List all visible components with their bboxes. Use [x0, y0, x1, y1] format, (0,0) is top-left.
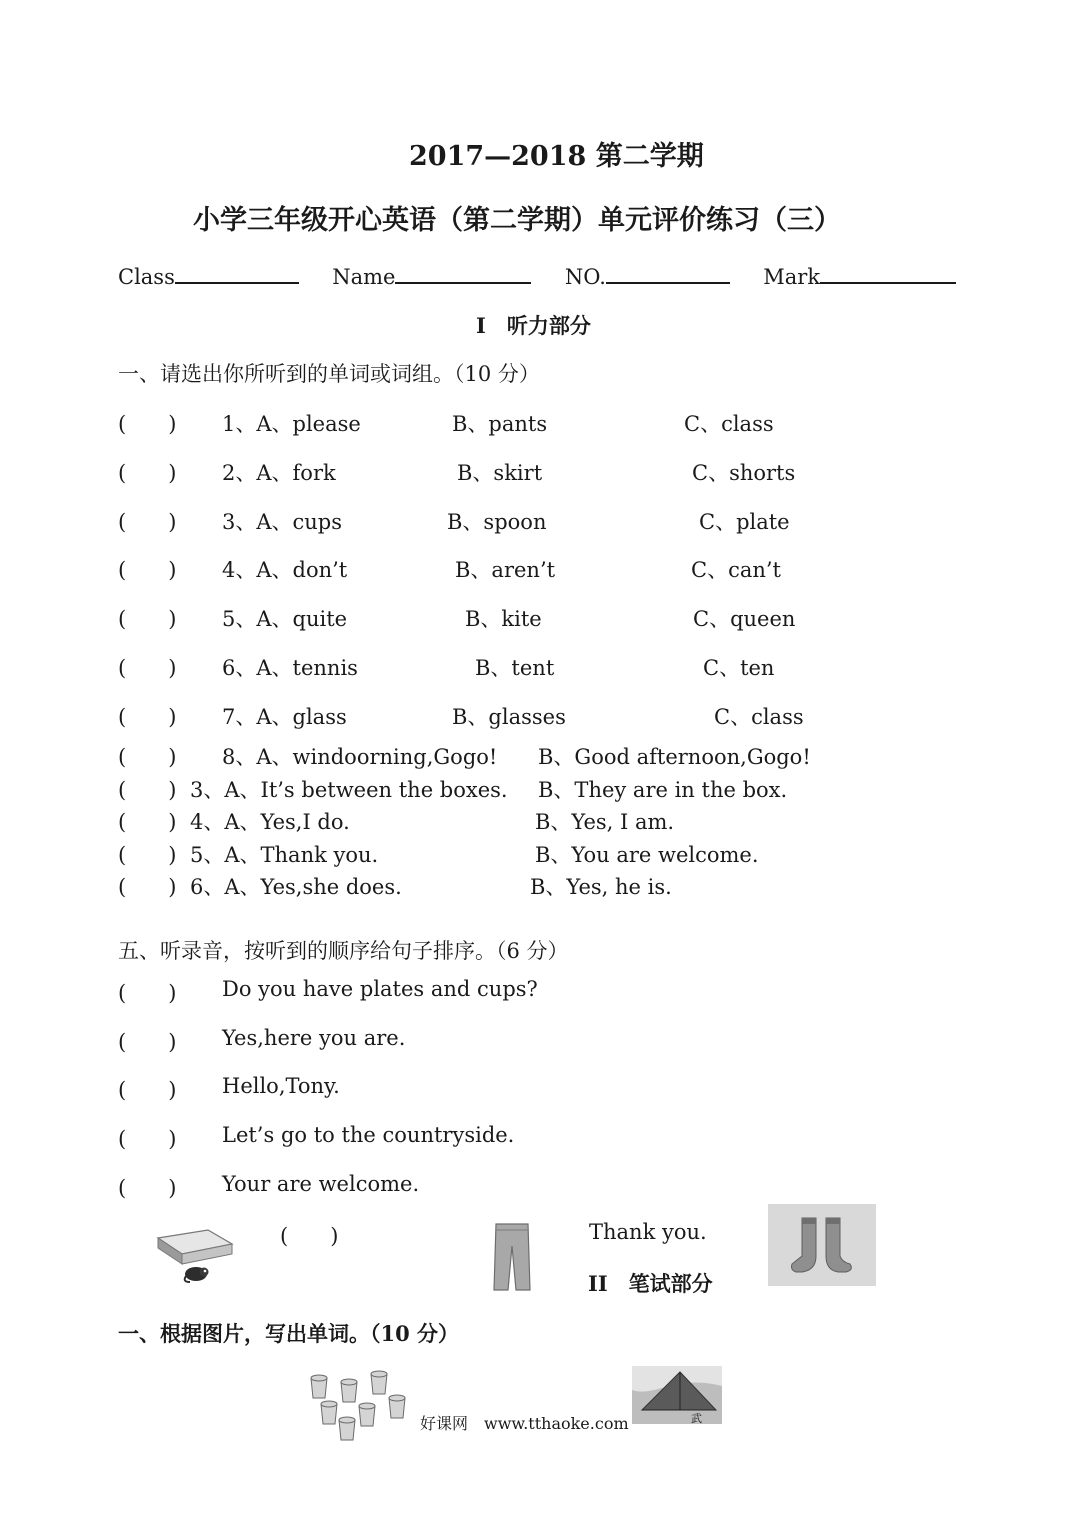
list-item [118, 1074, 176, 1104]
answer-paren[interactable]: ( ) [118, 810, 177, 834]
answer-paren[interactable]: ( ) [118, 558, 177, 582]
option-a: 4、A、don’t [222, 558, 348, 582]
no-blank[interactable] [606, 262, 730, 284]
q1-title: 一、请选出你所听到的单词或词组。（10 分） [118, 362, 540, 386]
year-title: 2017—2018 第二学期 [409, 141, 704, 172]
option-a: 8、A、windoorning,Gogo! [222, 745, 498, 769]
option-b: B、They are in the box. [538, 778, 788, 802]
option-c: C、class [714, 705, 804, 729]
list-item [118, 554, 176, 584]
option-a: 6、A、tennis [222, 656, 358, 680]
list-item [118, 603, 176, 633]
thank-you-text: Thank you. [589, 1220, 707, 1244]
answer-paren[interactable]: ( ) [118, 656, 177, 680]
option-b: B、pants [452, 412, 548, 436]
answer-paren[interactable]: ( ) [118, 875, 177, 899]
list-item [118, 774, 176, 804]
student-info-row [118, 262, 956, 289]
list-item [118, 871, 176, 901]
option-a: 5、A、quite [222, 607, 348, 631]
no-label: NO. [564, 265, 606, 289]
option-b: B、tent [475, 656, 555, 680]
list-item [118, 741, 176, 771]
answer-paren[interactable]: ( ) [118, 1078, 177, 1102]
option-a: 2、A、fork [222, 461, 336, 485]
answer-paren[interactable]: ( ) [118, 607, 177, 631]
mark-label: Mark [763, 265, 821, 289]
name-blank[interactable] [395, 262, 531, 284]
option-c: C、shorts [692, 461, 796, 485]
list-item [118, 1172, 176, 1202]
watermark: 好课网 www.tthaoke.com [420, 1414, 629, 1433]
answer-paren[interactable]: ( ) [118, 705, 177, 729]
q5-title: 五、听录音，按听到的顺序给句子排序。（6 分） [118, 939, 569, 963]
box-under-picture [152, 1224, 236, 1288]
sentence-text: Yes,here you are. [222, 1026, 406, 1050]
answer-paren[interactable]: ( ) [118, 510, 177, 534]
socks-picture [768, 1204, 876, 1286]
main-title: 小学三年级开心英语（第二学期）单元评价练习（三） [193, 205, 841, 236]
list-item [118, 652, 176, 682]
sentence-text: Let’s go to the countryside. [222, 1123, 515, 1147]
option-b: B、Yes, he is. [530, 875, 672, 899]
kite-picture [632, 1366, 722, 1424]
name-label: Name [332, 265, 396, 289]
kite-caption: 武 [691, 1412, 702, 1425]
mark-blank[interactable] [820, 262, 956, 284]
option-b: B、glasses [452, 705, 566, 729]
answer-paren[interactable]: ( ) [118, 1127, 177, 1151]
answer-paren[interactable]: ( ) [118, 1030, 177, 1054]
answer-paren[interactable]: ( ) [118, 412, 177, 436]
pants-picture [490, 1220, 534, 1292]
option-b: B、Good afternoon,Gogo! [538, 745, 811, 769]
list-item [118, 457, 176, 487]
answer-paren[interactable]: ( ) [280, 1224, 339, 1248]
part2-title: II 笔试部分 [588, 1271, 713, 1296]
list-item [118, 839, 176, 869]
option-b: B、aren’t [455, 558, 556, 582]
answer-paren[interactable]: ( ) [118, 745, 177, 769]
option-c: C、class [684, 412, 774, 436]
option-a: 1、A、please [222, 412, 361, 436]
option-c: C、ten [703, 656, 775, 680]
option-a: 4、A、Yes,I do. [190, 810, 350, 834]
part1-title: I 听力部分 [476, 313, 591, 338]
sentence-text: Do you have plates and cups? [222, 977, 538, 1001]
answer-paren[interactable]: ( ) [118, 843, 177, 867]
option-b: B、skirt [457, 461, 543, 485]
option-b: B、kite [465, 607, 542, 631]
option-b: B、You are welcome. [535, 843, 759, 867]
list-item [118, 506, 176, 536]
option-a: 3、A、It’s between the boxes. [190, 778, 508, 802]
option-a: 5、A、Thank you. [190, 843, 379, 867]
list-item [118, 1123, 176, 1153]
answer-paren[interactable]: ( ) [118, 461, 177, 485]
sentence-text: Hello,Tony. [222, 1074, 340, 1098]
option-a: 7、A、glass [222, 705, 347, 729]
sentence-text: Your are welcome. [222, 1172, 420, 1196]
class-label: Class [118, 265, 175, 289]
list-item [118, 1026, 176, 1056]
answer-paren[interactable]: ( ) [118, 778, 177, 802]
answer-paren[interactable]: ( ) [118, 1176, 177, 1200]
list-item [118, 408, 176, 438]
option-b: B、Yes, I am. [535, 810, 675, 834]
list-item [118, 701, 176, 731]
cups-picture [305, 1368, 413, 1444]
option-b: B、spoon [447, 510, 547, 534]
part2-q1-title: 一、根据图片，写出单词。（10 分） [118, 1321, 460, 1346]
answer-paren[interactable]: ( ) [118, 981, 177, 1005]
option-a: 3、A、cups [222, 510, 343, 534]
list-item [118, 806, 176, 836]
option-a: 6、A、Yes,she does. [190, 875, 402, 899]
option-c: C、queen [693, 607, 796, 631]
option-c: C、plate [699, 510, 790, 534]
class-blank[interactable] [175, 262, 299, 284]
option-c: C、can’t [691, 558, 781, 582]
list-item [118, 977, 176, 1007]
